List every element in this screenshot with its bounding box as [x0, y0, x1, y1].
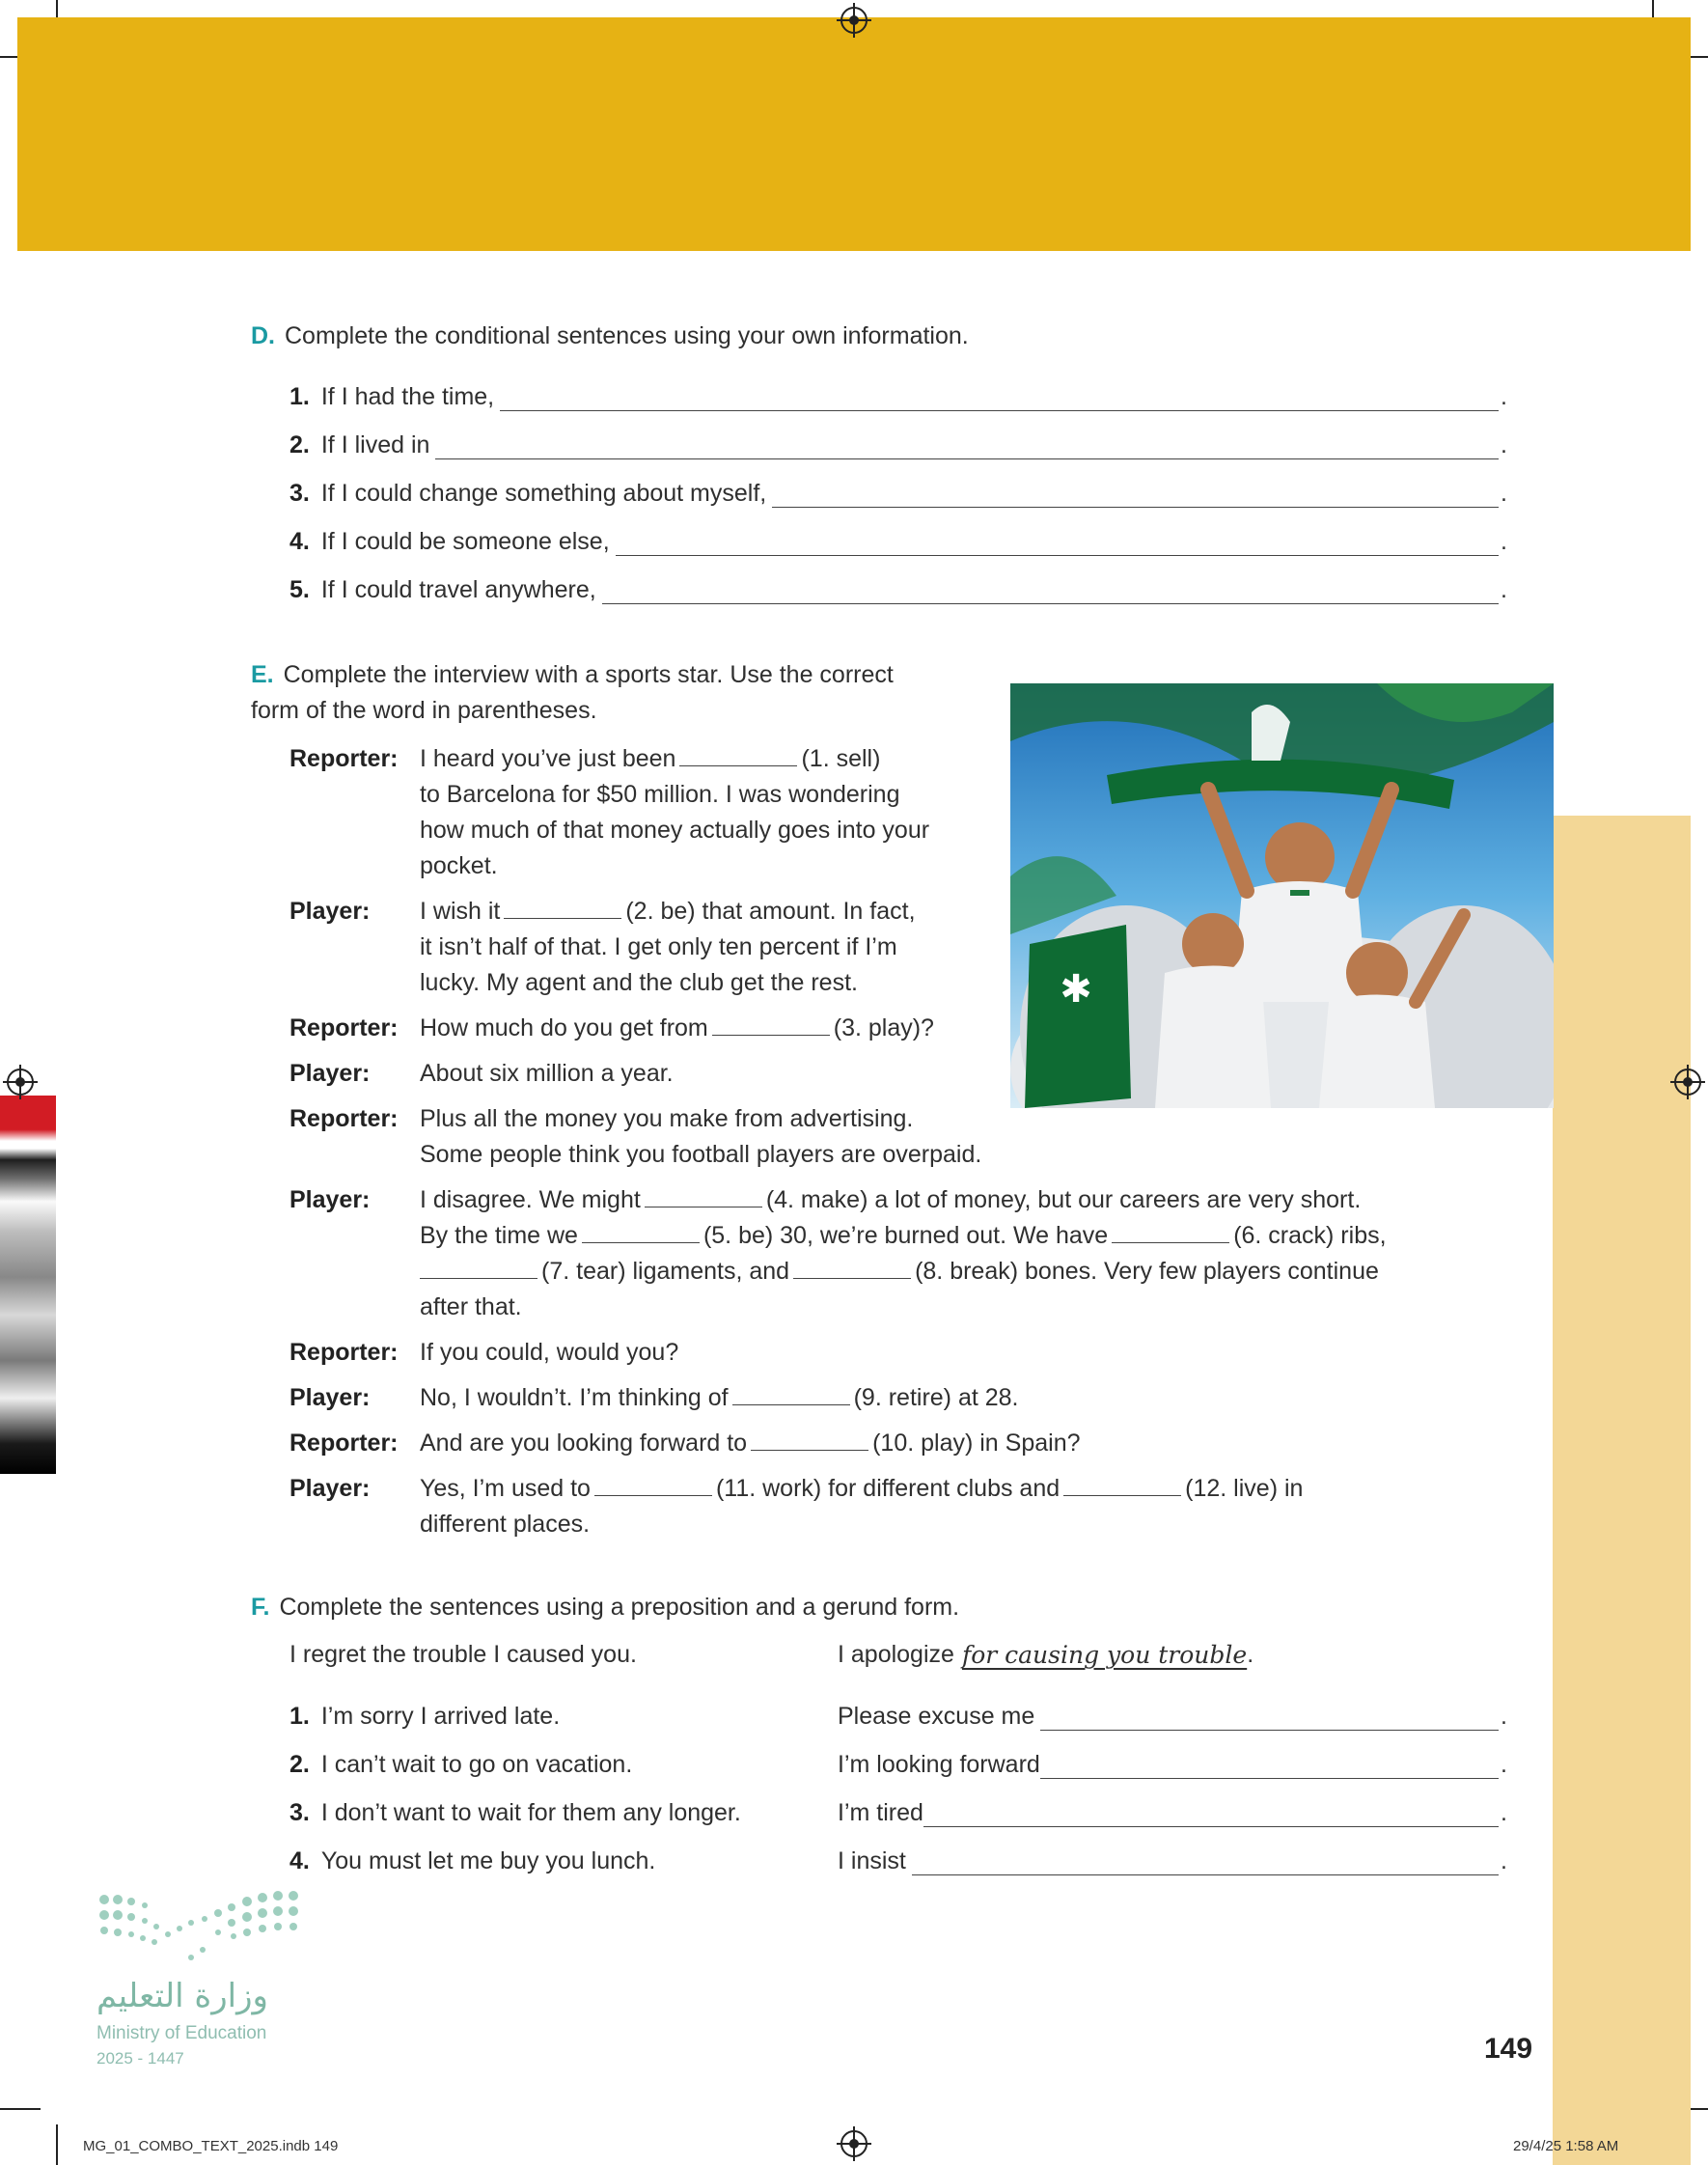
registration-mark-icon: [7, 1069, 34, 1096]
list-item: 2. I can’t wait to go on vacation.: [289, 1751, 633, 1778]
answer-blank[interactable]: [616, 530, 1499, 556]
dialogue-line: I wish it (2. be) that amount. In fact,: [420, 898, 916, 925]
answer-blank[interactable]: [1112, 1221, 1229, 1243]
answer-blank[interactable]: [772, 482, 1499, 508]
dialogue-line: lucky. My agent and the club get the rest.: [420, 969, 858, 996]
footer-timestamp: 29/4/25 1:58 AM: [1513, 2138, 1619, 2154]
list-item: I’m looking forward .: [838, 1751, 1507, 1778]
dialogue-line: No, I wouldn’t. I’m thinking of (9. retire) at 28.: [420, 1384, 1019, 1411]
section-d-instruction: D. Complete the conditional sentences using your own information.: [251, 322, 969, 349]
answer-blank[interactable]: [594, 1474, 712, 1496]
dialogue-line: How much do you get from (3. play)?: [420, 1014, 934, 1041]
dialogue-line: I heard you’ve just been (1. sell): [420, 745, 881, 772]
answer-blank[interactable]: [1063, 1474, 1181, 1496]
dialogue-line: I disagree. We might (4. make) a lot of money, but our careers are very short.: [420, 1186, 1362, 1213]
ministry-name-english: Ministry of Education: [96, 2023, 267, 2043]
speaker-label: Reporter:: [289, 745, 399, 772]
list-item: Please excuse me .: [838, 1703, 1507, 1730]
speaker-label: Player:: [289, 1060, 371, 1087]
speaker-label: Reporter:: [289, 1105, 399, 1132]
registration-mark-icon: [1674, 1069, 1701, 1096]
registration-mark-icon: [840, 2130, 868, 2157]
speaker-label: Player:: [289, 1475, 371, 1502]
answer-blank[interactable]: [602, 578, 1499, 604]
list-item: I insist .: [838, 1847, 1507, 1874]
answer-blank[interactable]: [923, 1801, 1499, 1827]
list-item: 1. If I had the time, .: [289, 383, 1507, 410]
dialogue-line: it isn’t half of that. I get only ten percent if I’m: [420, 933, 897, 960]
dialogue-line: And are you looking forward to (10. play) in Spain?: [420, 1429, 1081, 1457]
side-color-strip: [1553, 816, 1691, 2165]
svg-text:✱: ✱: [1060, 967, 1092, 1012]
crop-mark: [56, 2124, 58, 2165]
registration-mark-icon: [840, 7, 868, 34]
speaker-label: Player:: [289, 1186, 371, 1213]
dialogue-line: to Barcelona for $50 million. I was wondering: [420, 781, 900, 808]
header-band: [17, 17, 1691, 251]
dialogue-line: (7. tear) ligaments, and (8. break) bones. Very few players continue: [420, 1254, 1379, 1290]
answer-blank[interactable]: [500, 385, 1499, 411]
dialogue-line: Some people think you football players are overpaid.: [420, 1141, 982, 1168]
speaker-label: Player:: [289, 1384, 371, 1411]
list-item: 5. If I could travel anywhere, .: [289, 576, 1507, 603]
answer-blank[interactable]: [712, 1013, 830, 1036]
speaker-label: Reporter:: [289, 1339, 399, 1366]
answer-blank[interactable]: [679, 744, 797, 766]
dialogue-line: Yes, I’m used to (11. work) for different clubs and (12. live) in: [420, 1475, 1304, 1502]
ministry-year: 2025 - 1447: [96, 2049, 184, 2068]
dialogue-line: About six million a year.: [420, 1060, 674, 1087]
dialogue-line: pocket.: [420, 852, 498, 879]
section-e-instruction: E. Complete the interview with a sports star. Use the correct form of the word in parentheses.: [251, 661, 894, 724]
dialogue-line: different places.: [420, 1511, 591, 1538]
example-sentence: I regret the trouble I caused you.: [289, 1641, 637, 1668]
answer-blank[interactable]: [912, 1849, 1499, 1875]
answer-blank[interactable]: [645, 1185, 762, 1207]
dialogue-line: By the time we (5. be) 30, we’re burned out. We have (6. crack) ribs,: [420, 1222, 1387, 1249]
color-calibration-strip: [0, 1096, 56, 1474]
ministry-name-arabic: وزارة التعليم: [96, 1977, 268, 2015]
list-item: 3. If I could change something about myself, .: [289, 480, 1507, 507]
list-item: 3. I don’t want to wait for them any longer.: [289, 1799, 741, 1826]
ministry-logo-icon: [96, 1890, 309, 1967]
fans-image: [1010, 683, 1554, 1108]
crop-mark: [0, 2108, 41, 2110]
dialogue-line: after that.: [420, 1293, 522, 1320]
answer-blank[interactable]: [1040, 1705, 1499, 1731]
football-fans-illustration: [1010, 683, 1554, 1108]
dialogue-line: If you could, would you?: [420, 1339, 679, 1366]
list-item: 4. You must let me buy you lunch.: [289, 1847, 656, 1874]
answer-blank[interactable]: [582, 1221, 700, 1243]
answer-blank[interactable]: [793, 1257, 911, 1279]
answer-blank[interactable]: [420, 1257, 537, 1279]
dialogue-line: Plus all the money you make from advertising.: [420, 1105, 914, 1132]
section-f-instruction: F. Complete the sentences using a preposition and a gerund form.: [251, 1594, 960, 1621]
example-answer: I apologize for causing you trouble .: [838, 1637, 1507, 1673]
list-item: 4. If I could be someone else, .: [289, 528, 1507, 555]
speaker-label: Reporter:: [289, 1429, 399, 1457]
answer-blank[interactable]: [504, 897, 621, 919]
dialogue-line: how much of that money actually goes into your: [420, 817, 930, 844]
section-letter: E.: [251, 661, 274, 688]
dots-pattern-icon: [96, 1890, 309, 1967]
section-letter: D.: [251, 322, 275, 349]
answer-blank[interactable]: [751, 1429, 868, 1451]
speaker-label: Player:: [289, 898, 371, 925]
answer-blank[interactable]: [732, 1383, 850, 1405]
handwritten-answer: for causing you trouble: [961, 1641, 1248, 1669]
footer-file-info: MG_01_COMBO_TEXT_2025.indb 149: [83, 2138, 339, 2154]
page-number: 149: [1484, 2033, 1533, 2065]
list-item: 2. If I lived in .: [289, 431, 1507, 458]
section-letter: F.: [251, 1594, 270, 1621]
list-item: I’m tired .: [838, 1799, 1507, 1826]
answer-blank[interactable]: [1040, 1753, 1499, 1779]
list-item: 1. I’m sorry I arrived late.: [289, 1703, 561, 1730]
answer-blank[interactable]: [435, 433, 1499, 459]
speaker-label: Reporter:: [289, 1014, 399, 1041]
